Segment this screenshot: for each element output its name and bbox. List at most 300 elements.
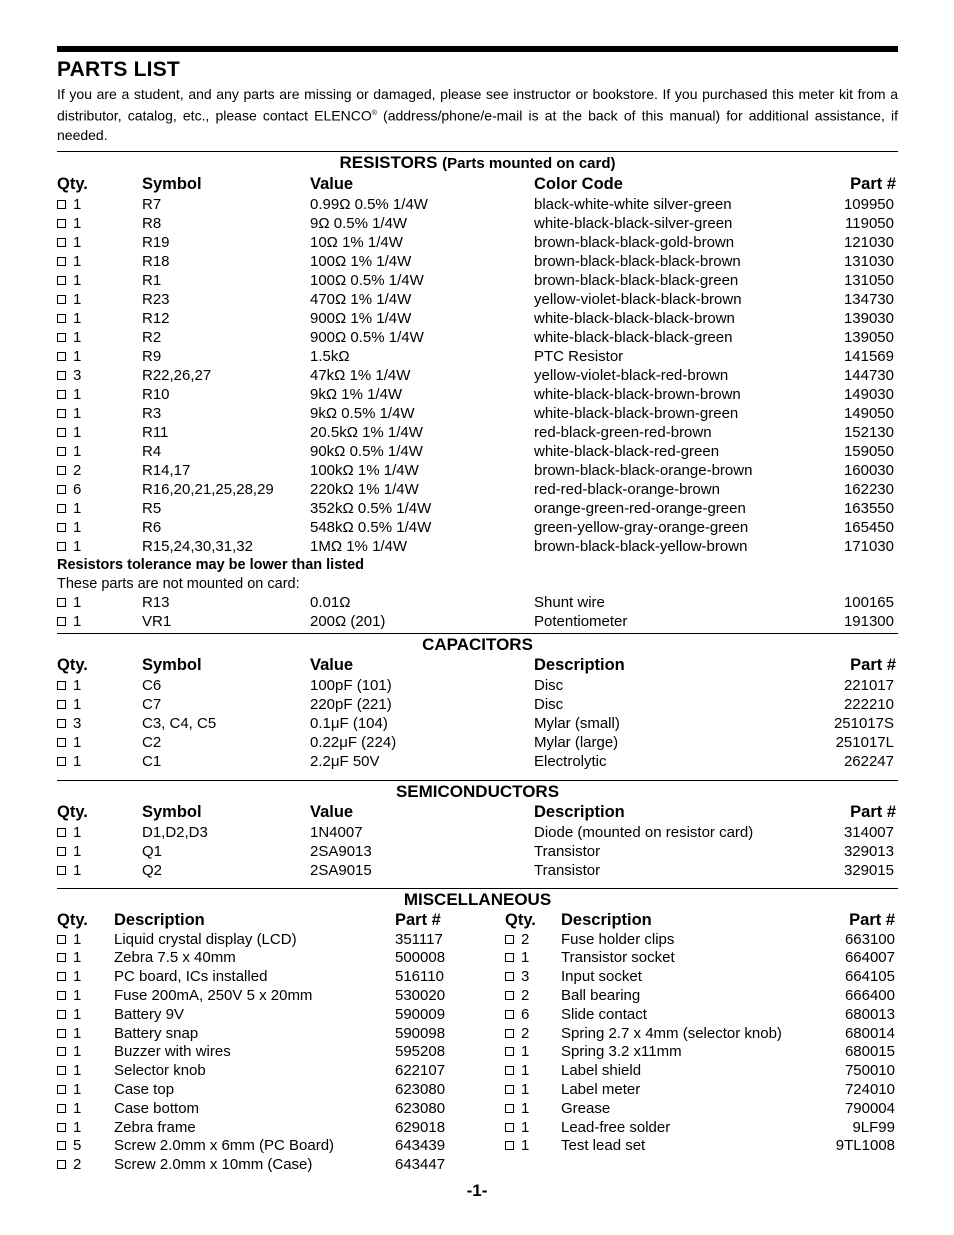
qty-cell bbox=[505, 1062, 529, 1081]
description-cell: Spring 2.7 x 4mm (selector knob) bbox=[561, 1024, 782, 1042]
value-cell: 2SA9013 bbox=[310, 842, 372, 860]
checkbox-icon[interactable] bbox=[57, 1123, 66, 1132]
qty-value: 1 bbox=[73, 290, 82, 308]
table-row bbox=[57, 1119, 898, 1138]
header-part: Part # bbox=[850, 655, 896, 674]
symbol-cell: R18 bbox=[142, 252, 170, 270]
checkbox-icon[interactable] bbox=[505, 1010, 514, 1019]
description-cell: white-black-black-black-brown bbox=[534, 309, 735, 327]
checkbox-icon[interactable] bbox=[505, 935, 514, 944]
value-cell: 548kΩ 0.5% 1/4W bbox=[310, 518, 432, 536]
qty-cell bbox=[505, 1100, 529, 1119]
part-number-cell: 314007 bbox=[843, 823, 894, 841]
description-cell: Slide contact bbox=[561, 1005, 647, 1023]
qty-cell bbox=[57, 537, 81, 556]
table-row bbox=[57, 968, 898, 987]
value-cell: 200Ω (201) bbox=[310, 612, 386, 630]
part-number-cell: 262247 bbox=[843, 752, 894, 770]
checkbox-icon[interactable] bbox=[57, 504, 66, 513]
description-cell: Transistor bbox=[534, 861, 601, 879]
qty-cell bbox=[505, 1137, 529, 1156]
checkbox-icon[interactable] bbox=[57, 276, 66, 285]
description-cell: Liquid crystal display (LCD) bbox=[114, 930, 297, 948]
description-cell: orange-green-red-orange-green bbox=[534, 499, 746, 517]
table-row bbox=[57, 442, 898, 461]
checkbox-icon[interactable] bbox=[57, 935, 66, 944]
part-number-cell: 643439 bbox=[395, 1137, 446, 1155]
symbol-cell: Q2 bbox=[142, 861, 163, 879]
value-cell: 220kΩ 1% 1/4W bbox=[310, 480, 419, 498]
part-number-cell: 165450 bbox=[843, 518, 894, 536]
part-number-cell: 141569 bbox=[843, 347, 894, 365]
qty-value: 1 bbox=[73, 1118, 82, 1136]
checkbox-icon[interactable] bbox=[57, 972, 66, 981]
qty-value: 1 bbox=[521, 1081, 530, 1099]
part-number-cell: 663100 bbox=[844, 930, 895, 948]
description-cell: Lead-free solder bbox=[561, 1118, 671, 1136]
part-number-cell: 131050 bbox=[843, 271, 894, 289]
page-number: -1- bbox=[466, 1181, 488, 1200]
qty-cell bbox=[57, 233, 81, 252]
checkbox-icon[interactable] bbox=[57, 953, 66, 962]
table-row bbox=[57, 1137, 898, 1156]
checkbox-icon[interactable] bbox=[57, 333, 66, 342]
checkbox-icon[interactable] bbox=[57, 1085, 66, 1094]
qty-value: 1 bbox=[73, 861, 82, 879]
qty-cell bbox=[57, 1100, 81, 1119]
description-cell: Spring 3.2 x11mm bbox=[561, 1043, 682, 1061]
qty-cell bbox=[57, 366, 81, 385]
description-cell: brown-black-black-black-brown bbox=[534, 252, 741, 270]
description-cell: PTC Resistor bbox=[534, 347, 624, 365]
resistors-section-title bbox=[57, 153, 898, 174]
checkbox-icon[interactable] bbox=[57, 1047, 66, 1056]
symbol-cell: R1 bbox=[142, 271, 162, 289]
table-row bbox=[57, 842, 898, 861]
table-row bbox=[57, 861, 898, 880]
table-row bbox=[57, 404, 898, 423]
intro-text-1: If you are a student, and any parts are missing or damaged, please see instructor or bookstore. If you purchased this meter kit from a distributor, catalog, etc., please contact ELENCO bbox=[57, 86, 898, 124]
table-row bbox=[57, 537, 898, 556]
symbol-cell: R19 bbox=[142, 233, 170, 251]
description-cell: Fuse 200mA, 250V 5 x 20mm bbox=[114, 987, 313, 1005]
symbol-cell: R22,26,27 bbox=[142, 366, 212, 384]
description-cell: Label shield bbox=[561, 1062, 642, 1080]
description-cell: white-black-black-brown-brown bbox=[534, 385, 741, 403]
checkbox-icon[interactable] bbox=[505, 1066, 514, 1075]
qty-value: 2 bbox=[73, 461, 82, 479]
description-cell: Disc bbox=[534, 676, 564, 694]
symbol-cell: R5 bbox=[142, 499, 162, 517]
value-cell: 9kΩ 0.5% 1/4W bbox=[310, 404, 415, 422]
checkbox-icon[interactable] bbox=[57, 352, 66, 361]
table-header bbox=[57, 802, 898, 823]
checkbox-icon[interactable] bbox=[505, 1123, 514, 1132]
qty-cell bbox=[57, 695, 81, 714]
checkbox-icon[interactable] bbox=[57, 523, 66, 532]
checkbox-icon[interactable] bbox=[57, 757, 66, 766]
qty-cell bbox=[57, 752, 81, 771]
table-row bbox=[57, 1006, 898, 1025]
value-cell: 2SA9015 bbox=[310, 861, 372, 879]
checkbox-icon[interactable] bbox=[57, 991, 66, 1000]
description-cell: Fuse holder clips bbox=[561, 930, 675, 948]
intro-text-2: (address/phone/e-mail is at the back of this manual) for additional assistance, if needed. bbox=[57, 107, 898, 143]
table-row bbox=[57, 271, 898, 290]
qty-value: 1 bbox=[73, 842, 82, 860]
checkbox-icon[interactable] bbox=[57, 719, 66, 728]
part-number-cell: 623080 bbox=[395, 1099, 446, 1117]
symbol-cell: R6 bbox=[142, 518, 162, 536]
description-cell: Electrolytic bbox=[534, 752, 607, 770]
value-cell: 1N4007 bbox=[310, 823, 363, 841]
part-number-cell: 221017 bbox=[843, 676, 894, 694]
qty-cell bbox=[57, 842, 81, 861]
section-divider bbox=[57, 151, 898, 152]
qty-cell bbox=[57, 1043, 81, 1062]
qty-cell bbox=[505, 968, 529, 987]
checkbox-icon[interactable] bbox=[57, 314, 66, 323]
value-cell: 352kΩ 0.5% 1/4W bbox=[310, 499, 432, 517]
resistors-extra-table bbox=[57, 593, 898, 631]
qty-cell bbox=[57, 461, 81, 480]
qty-value: 1 bbox=[73, 1043, 82, 1061]
value-cell: 47kΩ 1% 1/4W bbox=[310, 366, 411, 384]
table-row bbox=[57, 499, 898, 518]
qty-cell bbox=[505, 949, 529, 968]
description-cell: red-black-green-red-brown bbox=[534, 423, 712, 441]
qty-value: 2 bbox=[73, 1156, 82, 1174]
symbol-cell: R16,20,21,25,28,29 bbox=[142, 480, 274, 498]
part-number-cell: 134730 bbox=[843, 290, 894, 308]
checkbox-icon[interactable] bbox=[505, 1141, 514, 1150]
value-cell: 100Ω 1% 1/4W bbox=[310, 252, 412, 270]
symbol-cell: R8 bbox=[142, 214, 162, 232]
qty-cell bbox=[505, 1043, 529, 1062]
header-qty: Qty. bbox=[57, 174, 88, 193]
symbol-cell: C3, C4, C5 bbox=[142, 714, 217, 732]
checkbox-icon[interactable] bbox=[505, 972, 514, 981]
table-row bbox=[57, 733, 898, 752]
part-number-cell: 680014 bbox=[844, 1024, 895, 1042]
description-cell: Test lead set bbox=[561, 1137, 646, 1155]
qty-value: 3 bbox=[73, 714, 82, 732]
part-number-cell: 664105 bbox=[844, 968, 895, 986]
checkbox-icon[interactable] bbox=[57, 219, 66, 228]
checkbox-icon[interactable] bbox=[57, 542, 66, 551]
symbol-cell: D1,D2,D3 bbox=[142, 823, 208, 841]
section-divider bbox=[57, 888, 898, 889]
description-cell: yellow-violet-black-red-brown bbox=[534, 366, 729, 384]
part-number-cell: 171030 bbox=[843, 537, 894, 555]
qty-value: 1 bbox=[73, 404, 82, 422]
qty-value: 1 bbox=[73, 328, 82, 346]
part-number-cell: 251017L bbox=[835, 733, 894, 751]
value-cell: 0.1μF (104) bbox=[310, 714, 388, 732]
symbol-cell: R9 bbox=[142, 347, 162, 365]
part-number-cell: 100165 bbox=[843, 593, 894, 611]
checkbox-icon[interactable] bbox=[57, 295, 66, 304]
value-cell: 900Ω 1% 1/4W bbox=[310, 309, 412, 327]
description-cell: Diode (mounted on resistor card) bbox=[534, 823, 754, 841]
checkbox-icon[interactable] bbox=[505, 1085, 514, 1094]
description-cell: Battery 9V bbox=[114, 1005, 185, 1023]
qty-cell bbox=[57, 676, 81, 695]
qty-value: 1 bbox=[73, 1081, 82, 1099]
qty-value: 1 bbox=[73, 309, 82, 327]
checkbox-icon[interactable] bbox=[57, 371, 66, 380]
part-number-cell: 329015 bbox=[843, 861, 894, 879]
header-description: Description bbox=[114, 910, 205, 929]
header-symbol: Symbol bbox=[142, 655, 202, 674]
header-part: Part # bbox=[395, 910, 441, 929]
table-row bbox=[57, 480, 898, 499]
symbol-cell: R12 bbox=[142, 309, 170, 327]
qty-value: 1 bbox=[73, 385, 82, 403]
part-number-cell: 121030 bbox=[843, 233, 894, 251]
symbol-cell: C7 bbox=[142, 695, 162, 713]
table-row bbox=[57, 328, 898, 347]
qty-cell bbox=[505, 1119, 529, 1138]
part-number-cell: 191300 bbox=[843, 612, 894, 630]
part-number-cell: 622107 bbox=[395, 1062, 446, 1080]
checkbox-icon[interactable] bbox=[57, 466, 66, 475]
part-number-cell: 790004 bbox=[844, 1099, 895, 1117]
qty-value: 2 bbox=[521, 987, 530, 1005]
qty-value: 2 bbox=[521, 930, 530, 948]
part-number-cell: 139050 bbox=[843, 328, 894, 346]
qty-cell bbox=[57, 480, 81, 499]
checkbox-icon[interactable] bbox=[57, 1029, 66, 1038]
table-row bbox=[57, 1043, 898, 1062]
table-row bbox=[57, 233, 898, 252]
symbol-cell: C6 bbox=[142, 676, 162, 694]
table-row bbox=[57, 949, 898, 968]
part-number-cell: 251017S bbox=[833, 714, 894, 732]
checkbox-icon[interactable] bbox=[57, 1066, 66, 1075]
description-cell: Mylar (large) bbox=[534, 733, 619, 751]
value-cell: 900Ω 0.5% 1/4W bbox=[310, 328, 424, 346]
part-number-cell: 664007 bbox=[844, 949, 895, 967]
table-row bbox=[57, 366, 898, 385]
qty-value: 1 bbox=[521, 1137, 530, 1155]
checkbox-icon[interactable] bbox=[57, 428, 66, 437]
qty-value: 1 bbox=[73, 1062, 82, 1080]
header-part: Part # bbox=[850, 174, 896, 193]
table-row bbox=[57, 695, 898, 714]
table-row bbox=[57, 1156, 898, 1175]
qty-value: 1 bbox=[73, 195, 82, 213]
qty-value: 1 bbox=[73, 593, 82, 611]
description-cell: Potentiometer bbox=[534, 612, 628, 630]
table-row bbox=[57, 1025, 898, 1044]
qty-value: 1 bbox=[521, 1099, 530, 1117]
semiconductors-title: SEMICONDUCTORS bbox=[395, 781, 560, 801]
checkbox-icon[interactable] bbox=[505, 953, 514, 962]
qty-value: 1 bbox=[73, 252, 82, 270]
value-cell: 0.99Ω 0.5% 1/4W bbox=[310, 195, 428, 213]
qty-cell bbox=[57, 987, 81, 1006]
header-part: Part # bbox=[849, 910, 895, 929]
qty-value: 1 bbox=[73, 214, 82, 232]
qty-cell bbox=[57, 252, 81, 271]
description-cell: Zebra frame bbox=[114, 1118, 196, 1136]
checkbox-icon[interactable] bbox=[57, 485, 66, 494]
section-divider bbox=[57, 780, 898, 781]
qty-cell bbox=[57, 593, 81, 612]
checkbox-icon[interactable] bbox=[57, 238, 66, 247]
value-cell: 90kΩ 0.5% 1/4W bbox=[310, 442, 423, 460]
part-number-cell: 159050 bbox=[843, 442, 894, 460]
qty-value: 1 bbox=[73, 733, 82, 751]
symbol-cell: R3 bbox=[142, 404, 162, 422]
description-cell: white-black-black-brown-green bbox=[534, 404, 739, 422]
qty-cell bbox=[57, 518, 81, 537]
checkbox-icon[interactable] bbox=[57, 447, 66, 456]
qty-cell bbox=[57, 733, 81, 752]
checkbox-icon[interactable] bbox=[505, 991, 514, 1000]
header-description: Description bbox=[561, 910, 652, 929]
description-cell: Buzzer with wires bbox=[114, 1043, 231, 1061]
qty-cell bbox=[57, 290, 81, 309]
table-row bbox=[57, 385, 898, 404]
qty-cell bbox=[57, 1025, 81, 1044]
part-number-cell: 149050 bbox=[843, 404, 894, 422]
qty-cell bbox=[505, 1025, 529, 1044]
checkbox-icon[interactable] bbox=[57, 700, 66, 709]
section-divider bbox=[57, 633, 898, 634]
table-row bbox=[57, 676, 898, 695]
qty-value: 1 bbox=[73, 987, 82, 1005]
part-number-cell: 500008 bbox=[395, 949, 446, 967]
part-number-cell: 149030 bbox=[843, 385, 894, 403]
qty-cell bbox=[57, 271, 81, 290]
description-cell: Disc bbox=[534, 695, 564, 713]
checkbox-icon[interactable] bbox=[57, 409, 66, 418]
checkbox-icon[interactable] bbox=[57, 847, 66, 856]
description-cell: Zebra 7.5 x 40mm bbox=[114, 949, 236, 967]
description-cell: Grease bbox=[561, 1099, 611, 1117]
checkbox-icon[interactable] bbox=[57, 200, 66, 209]
checkbox-icon[interactable] bbox=[57, 1010, 66, 1019]
table-row bbox=[57, 461, 898, 480]
part-number-cell: 629018 bbox=[395, 1118, 446, 1136]
description-cell: Battery snap bbox=[114, 1024, 199, 1042]
parts-list-page bbox=[57, 46, 898, 1175]
qty-cell bbox=[57, 1137, 81, 1156]
part-number-cell: 595208 bbox=[395, 1043, 446, 1061]
part-number-cell: 666400 bbox=[844, 987, 895, 1005]
checkbox-icon[interactable] bbox=[57, 681, 66, 690]
table-row bbox=[57, 714, 898, 733]
qty-value: 1 bbox=[73, 233, 82, 251]
description-cell: Selector knob bbox=[114, 1062, 206, 1080]
checkbox-icon[interactable] bbox=[57, 598, 66, 607]
capacitors-table bbox=[57, 655, 898, 771]
part-number-cell: 131030 bbox=[843, 252, 894, 270]
table-row bbox=[57, 195, 898, 214]
qty-value: 2 bbox=[521, 1024, 530, 1042]
qty-cell bbox=[505, 987, 529, 1006]
checkbox-icon[interactable] bbox=[57, 1104, 66, 1113]
qty-value: 1 bbox=[73, 676, 82, 694]
value-cell: 1.5kΩ bbox=[310, 347, 350, 365]
qty-value: 5 bbox=[73, 1137, 82, 1155]
checkbox-icon[interactable] bbox=[505, 1047, 514, 1056]
qty-value: 1 bbox=[73, 518, 82, 536]
table-header bbox=[57, 655, 898, 676]
qty-value: 6 bbox=[73, 480, 82, 498]
description-cell: Transistor bbox=[534, 842, 601, 860]
header-desc: Description bbox=[534, 655, 625, 674]
symbol-cell: R10 bbox=[142, 385, 170, 403]
part-number-cell: 144730 bbox=[843, 366, 894, 384]
qty-value: 1 bbox=[73, 968, 82, 986]
value-cell: 100Ω 0.5% 1/4W bbox=[310, 271, 424, 289]
qty-value: 1 bbox=[73, 271, 82, 289]
checkbox-icon[interactable] bbox=[57, 828, 66, 837]
table-row bbox=[57, 290, 898, 309]
checkbox-icon[interactable] bbox=[505, 1104, 514, 1113]
qty-value: 6 bbox=[521, 1005, 530, 1023]
part-number-cell: 109950 bbox=[843, 195, 894, 213]
symbol-cell: R11 bbox=[142, 423, 169, 441]
checkbox-icon[interactable] bbox=[57, 1160, 66, 1169]
part-number-cell: 162230 bbox=[843, 480, 894, 498]
checkbox-icon[interactable] bbox=[57, 257, 66, 266]
symbol-cell: C1 bbox=[142, 752, 162, 770]
description-cell: PC board, ICs installed bbox=[114, 968, 268, 986]
checkbox-icon[interactable] bbox=[57, 390, 66, 399]
symbol-cell: VR1 bbox=[142, 612, 172, 630]
qty-value: 1 bbox=[73, 537, 82, 555]
qty-value: 1 bbox=[73, 930, 82, 948]
qty-cell bbox=[57, 1119, 81, 1138]
checkbox-icon[interactable] bbox=[57, 866, 66, 875]
symbol-cell: R2 bbox=[142, 328, 162, 346]
checkbox-icon[interactable] bbox=[505, 1029, 514, 1038]
value-cell: 1MΩ 1% 1/4W bbox=[310, 537, 408, 555]
header-symbol: Symbol bbox=[142, 802, 202, 821]
description-cell: black-white-white silver-green bbox=[534, 195, 732, 213]
qty-cell bbox=[57, 423, 81, 442]
part-number-cell: 680015 bbox=[844, 1043, 895, 1061]
part-number-cell: 590098 bbox=[395, 1024, 446, 1042]
part-number-cell: 623080 bbox=[395, 1081, 446, 1099]
description-cell: white-black-black-silver-green bbox=[534, 214, 733, 232]
value-cell: 0.22μF (224) bbox=[310, 733, 397, 751]
symbol-cell: R15,24,30,31,32 bbox=[142, 537, 253, 555]
qty-value: 1 bbox=[521, 1062, 530, 1080]
checkbox-icon[interactable] bbox=[57, 617, 66, 626]
misc-header bbox=[57, 910, 898, 931]
part-number-cell: 119050 bbox=[845, 214, 894, 232]
checkbox-icon[interactable] bbox=[57, 1141, 66, 1150]
symbol-cell: Q1 bbox=[142, 842, 163, 860]
value-cell: 0.01Ω bbox=[310, 593, 351, 611]
checkbox-icon[interactable] bbox=[57, 738, 66, 747]
description-cell: Screw 2.0mm x 10mm (Case) bbox=[114, 1156, 313, 1174]
qty-cell bbox=[505, 1006, 529, 1025]
part-number-cell: 9LF99 bbox=[852, 1118, 895, 1136]
description-cell: Case top bbox=[114, 1081, 175, 1099]
part-number-cell: 9TL1008 bbox=[835, 1137, 895, 1155]
description-cell: brown-black-black-yellow-brown bbox=[534, 537, 748, 555]
description-cell: brown-black-black-orange-brown bbox=[534, 461, 753, 479]
qty-cell bbox=[57, 309, 81, 328]
value-cell: 220pF (221) bbox=[310, 695, 392, 713]
table-row bbox=[57, 252, 898, 271]
